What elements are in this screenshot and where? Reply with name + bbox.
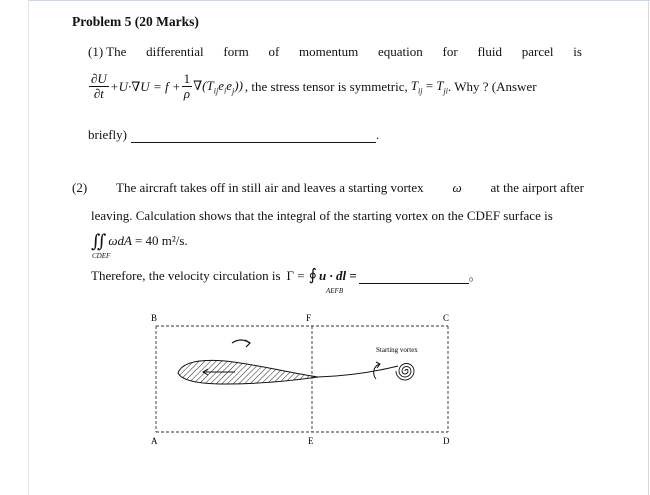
- eq-part: ∇(T: [193, 77, 214, 93]
- contour-integral-symbol: ∮: [308, 267, 317, 284]
- integral-subscript: CDEF: [92, 252, 111, 260]
- eq-part: e: [218, 77, 224, 93]
- question-text: . Why ? (Answer: [447, 79, 537, 94]
- circulation-answer-blank[interactable]: [359, 271, 469, 284]
- label-B: B: [151, 313, 158, 323]
- q1-word: momentum: [299, 44, 359, 59]
- label-F: F: [306, 313, 312, 323]
- airfoil-shape: [178, 360, 318, 384]
- problem-heading: Problem 5 (20 Marks): [72, 14, 199, 29]
- eq-part: T: [410, 77, 418, 93]
- integrand: ωdA: [108, 233, 132, 249]
- double-integral-symbol: ∬: [91, 231, 107, 251]
- eq-sub: j: [232, 86, 235, 96]
- q1-word: for: [442, 44, 458, 59]
- eq-part: =: [422, 77, 437, 93]
- equation-text: , the stress tensor is symmetric,: [244, 79, 408, 94]
- q2-number: (2): [72, 180, 88, 195]
- q2-text: The aircraft takes off in still air and leaves a starting vortex: [116, 180, 424, 195]
- contour-subscript: AEFB: [326, 287, 344, 295]
- momentum-equation-line: [88, 72, 588, 102]
- q2-text: at the airport after: [490, 180, 584, 195]
- q1-word: of: [268, 44, 280, 59]
- eq-part: T: [436, 77, 444, 93]
- symmetry-condition: [411, 78, 448, 96]
- eq-sub: ij: [213, 86, 219, 96]
- window-top-border: [0, 0, 650, 1]
- integral-value: = 40 m²/s.: [134, 233, 188, 249]
- eq-sub: ji: [443, 86, 448, 96]
- surface-integral-line: [91, 232, 188, 250]
- left-margin: [0, 0, 29, 495]
- motion-direction-arrow: [232, 340, 250, 347]
- q1-answer-line: [88, 127, 379, 143]
- vortex-spiral-icon: [396, 364, 414, 380]
- stress-divergence: [193, 78, 243, 96]
- omega-symbol: ω: [452, 180, 462, 195]
- starting-vortex-label: Starting vortex: [376, 346, 418, 354]
- fraction-denominator: ρ: [183, 86, 190, 102]
- density-fraction: [182, 72, 193, 102]
- eq-part: e: [226, 77, 232, 93]
- q1-word: differential: [146, 44, 204, 59]
- eq-sub: ij: [417, 86, 423, 96]
- label-A: A: [151, 436, 158, 446]
- label-E: E: [308, 436, 314, 446]
- fraction-denominator: ∂t: [93, 86, 104, 102]
- equation-middle: +U·∇U = f +: [109, 79, 181, 94]
- q1-word: is: [573, 44, 582, 59]
- q1-answer-blank[interactable]: [131, 130, 376, 143]
- q1-word: equation: [378, 44, 423, 59]
- briefly-label: briefly): [88, 127, 127, 142]
- control-contour: [156, 326, 448, 432]
- q1-word: parcel: [521, 44, 554, 59]
- flow-arrow-in-airfoil: [203, 369, 235, 375]
- label-C: C: [443, 313, 450, 323]
- contour-integrand: u · dl =: [318, 268, 357, 284]
- eq-sub: i: [223, 86, 227, 96]
- q1-word: form: [223, 44, 249, 59]
- label-D: D: [443, 436, 450, 446]
- fraction-numerator: 1: [183, 71, 191, 86]
- right-border: [648, 0, 649, 495]
- q1-word: fluid: [477, 44, 502, 59]
- q2-intro-line: [72, 180, 584, 196]
- q1-intro-line: [88, 44, 582, 60]
- wake-line: [318, 366, 398, 377]
- q2-second-line: leaving. Calculation shows that the integral of the starting vortex on the CDEF surface is: [91, 208, 553, 223]
- therefore-text: Therefore, the velocity circulation is: [91, 268, 281, 284]
- fraction-numerator: ∂U: [91, 71, 107, 86]
- end-mark: 。: [468, 268, 482, 284]
- rotation-arrow-icon: [374, 362, 380, 379]
- eq-part: )): [234, 77, 243, 93]
- q1-period: .: [375, 127, 380, 142]
- circulation-line: [91, 268, 482, 284]
- gamma-symbol: Γ =: [286, 268, 305, 284]
- partial-derivative-fraction: [89, 72, 109, 102]
- q1-word: (1) The: [88, 44, 127, 59]
